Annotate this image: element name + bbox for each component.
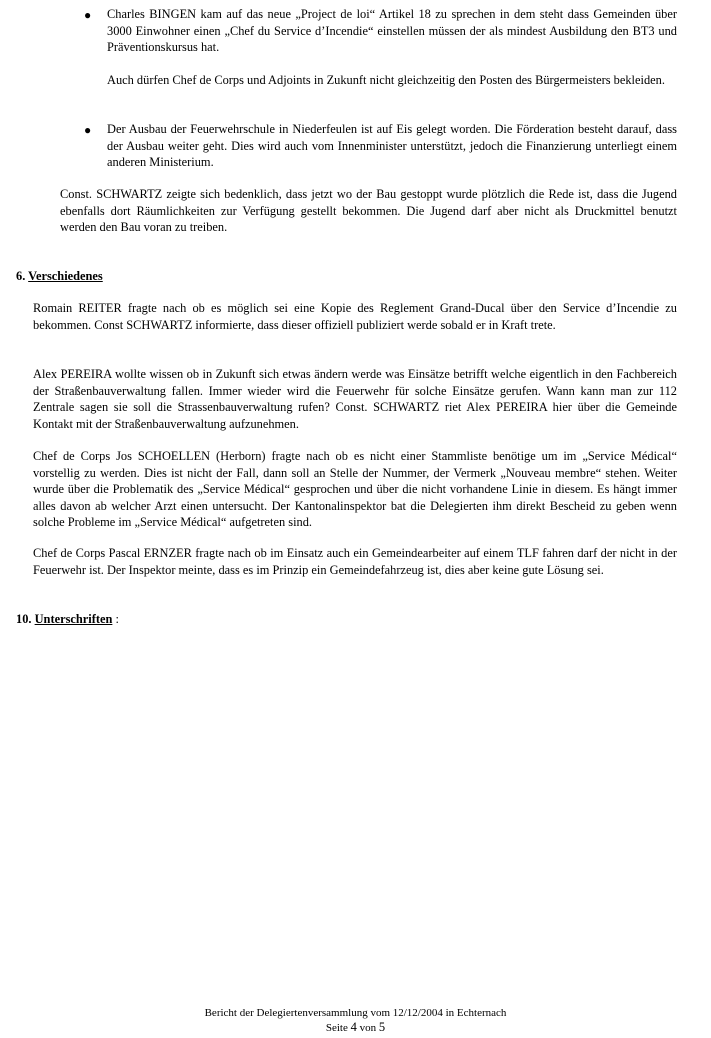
bullet-1-paragraph-2: Auch dürfen Chef de Corps und Adjoints in Zukunft nicht gleichzeitig den Posten des Bürgermeisters bekleiden.	[107, 73, 665, 87]
bullet-2-paragraph-1: Der Ausbau der Feuerwehrschule in Niederfeulen ist auf Eis gelegt worden. Die Förderation besteht darauf, dass der Ausbau weiter geht. Dies wird auch vom Innenminister unterstützt, jedoch die Finanzierung unterliegt einem anderen Ministerium.	[107, 122, 677, 169]
section-6-heading	[16, 268, 103, 285]
section-6-paragraph-4: Chef de Corps Pascal ERNZER fragte nach ob im Einsatz auch ein Gemeindearbeiter auf einem TLF fahren darf der nicht in der Feuerwehr ist. Der Inspektor meinte, dass es im Prinzip ein Gemeindefahrzeug ist, dies aber keine gute Lösung sei.	[33, 546, 677, 577]
section-6-paragraph-1: Romain REITER fragte nach ob es möglich sei eine Kopie des Reglement Grand-Ducal über den Service d’Incendie zu bekommen. Const SCHWARTZ informierte, dass dieser offiziell publiziert werde sobald er in Kraft trete.	[33, 301, 677, 332]
section-10-number: 10.	[16, 612, 32, 626]
footer-page-total: 5	[378, 1020, 386, 1034]
section-10-heading	[16, 611, 119, 628]
schwartz-paragraph: Const. SCHWARTZ zeigte sich bedenklich, dass jetzt wo der Bau gestoppt wurde plötzlich die Rede ist, dass die Jugend ebenfalls dort Räumlichkeiten zur Verfügung gestellt bekommen. Die Jugend darf aber nicht als Druckmittel benutzt werden den Bau voran zu treiben.	[60, 187, 677, 234]
section-6-paragraph-2: Alex PEREIRA wollte wissen ob in Zukunft sich etwas ändern werde was Einsätze betrifft welche eigentlich in den Fachbereich der Straßenbauverwaltung fallen. Immer wieder wird die Feuerwehr für solche Einsätze gerufen. Wann kann man zur 112 Zentrale sagen sie soll die Strassenbauverwaltung rufen? Const. SCHWARTZ riet Alex PEREIRA hier über die Gemeinde Kontakt mit der Straßenbauverwaltung aufzunehmen.	[33, 367, 677, 431]
footer-page-of: von	[359, 1022, 377, 1034]
section-6-title: Verschiedenes	[28, 269, 103, 283]
section-6-number: 6.	[16, 269, 26, 283]
footer-report-line: Bericht der Delegiertenversammlung vom 12/12/2004 in Echternach	[204, 1007, 507, 1019]
bullet-1-paragraph-1: Charles BINGEN kam auf das neue „Project de loi“ Artikel 18 zu sprechen in dem steht dass Gemeinden über 3000 Einwohner einen „Chef du Service d’Incendie“ einstellen müssen der als mindest Ausbildung den BT3 und Präventionskursus hat.	[107, 7, 677, 54]
footer-page-current: 4	[350, 1020, 357, 1034]
bullet-marker: ●	[84, 123, 92, 137]
footer-page-label: Seite	[325, 1022, 348, 1034]
section-10-title: Unterschriften	[34, 612, 113, 626]
footer-page-line	[0, 1020, 711, 1035]
bullet-marker: ●	[84, 8, 92, 22]
section-10-suffix: :	[112, 612, 119, 626]
section-6-paragraph-3: Chef de Corps Jos SCHOELLEN (Herborn) fragte nach ob es nicht einer Stammliste benötige um im „Service Médical“ vorstellig zu werden. Dies ist nicht der Fall, dann soll an Stelle der Nummer, der Vermerk „Nouveau membre“ stehen. Weiter wurde über die Problematik des „Service Médical“ gesprochen und über die nicht vorhandene Linie in diesem. Es hängt immer alles davon ab welcher Arzt einen untersucht. Der Kantonalinspektor bat die Delegierten ihm direkt Bescheid zu geben wenn solche Probleme im „Service Médical“ aufgetreten sind.	[33, 449, 677, 529]
